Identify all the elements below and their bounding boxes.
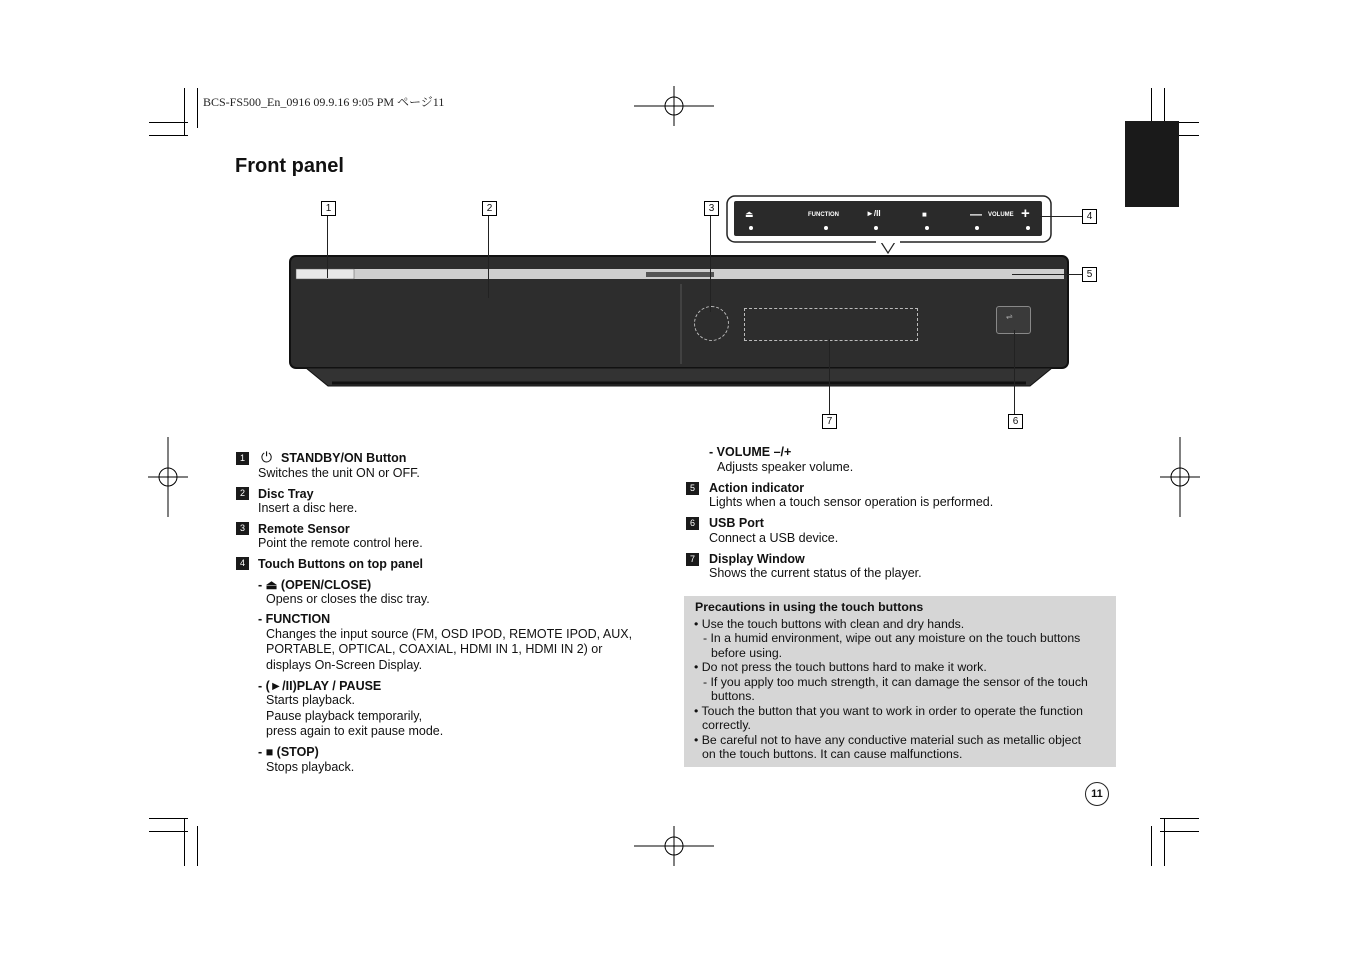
sub-desc: Opens or closes the disc tray. xyxy=(266,592,430,606)
callout-4: 4 xyxy=(1082,209,1097,224)
item-number: 2 xyxy=(236,487,249,500)
display-window xyxy=(744,308,918,341)
function-touch-label[interactable]: FUNCTION xyxy=(808,212,839,218)
item-desc: Point the remote control here. xyxy=(258,536,423,550)
sub-title: - ⏏ (OPEN/CLOSE) xyxy=(258,578,372,592)
stop-icon[interactable]: ■ xyxy=(922,210,927,219)
volume-minus-icon[interactable]: — xyxy=(970,207,982,221)
sub-desc: Stops playback. xyxy=(266,760,355,774)
precaution-line: • Do not press the touch buttons hard to make it work. xyxy=(694,660,987,674)
page-number: 11 xyxy=(1085,782,1109,806)
registration-mark-bottom xyxy=(634,826,714,866)
item-title: STANDBY/ON Button xyxy=(281,451,407,465)
section-tab xyxy=(1125,121,1179,207)
precaution-line: buttons. xyxy=(711,689,755,703)
precaution-line: before using. xyxy=(711,646,783,660)
precaution-line: correctly. xyxy=(702,718,751,732)
eject-icon[interactable]: ⏏ xyxy=(745,209,754,219)
volume-touch-label: VOLUME xyxy=(988,212,1014,218)
sub-desc: Pause playback temporarily, xyxy=(266,709,423,723)
player-body xyxy=(288,254,1070,390)
precaution-line: • Touch the button that you want to work in order to operate the function xyxy=(694,704,1083,718)
item-title: Action indicator xyxy=(709,481,805,495)
precautions-title: Precautions in using the touch buttons xyxy=(695,600,924,614)
item-number: 7 xyxy=(686,553,699,566)
item-number: 1 xyxy=(236,452,249,465)
item-title: Remote Sensor xyxy=(258,522,350,536)
sub-title: - VOLUME –/+ xyxy=(709,445,792,459)
play-pause-icon[interactable]: ►/II xyxy=(866,209,881,218)
precaution-line: • Use the touch buttons with clean and dry hands. xyxy=(694,617,965,631)
sub-desc: Starts playback. xyxy=(266,693,355,707)
print-header: BCS-FS500_En_0916 09.9.16 9:05 PM ページ11 xyxy=(203,95,445,109)
registration-mark-top xyxy=(634,86,714,126)
item-title: Disc Tray xyxy=(258,487,314,501)
callout-1: 1 xyxy=(321,201,336,216)
touch-panel-illustration xyxy=(726,195,1054,257)
sub-desc: Adjusts speaker volume. xyxy=(717,460,854,474)
sub-title: - (►/II)PLAY / PAUSE xyxy=(258,679,382,693)
precautions-box xyxy=(684,596,1116,767)
precaution-line: • Be careful not to have any conductive material such as metallic object xyxy=(694,733,1082,747)
registration-mark-left xyxy=(148,437,188,517)
page-title: Front panel xyxy=(235,155,344,177)
item-number: 3 xyxy=(236,522,249,535)
usb-icon: ⇌ xyxy=(1006,312,1013,321)
remote-sensor-window xyxy=(694,306,729,341)
sub-desc: press again to exit pause mode. xyxy=(266,724,444,738)
sub-title: - FUNCTION xyxy=(258,612,331,626)
sub-desc: PORTABLE, OPTICAL, COAXIAL, HDMI IN 1, HDMI IN 2) or xyxy=(266,642,603,656)
callout-2: 2 xyxy=(482,201,497,216)
item-desc: Switches the unit ON or OFF. xyxy=(258,466,420,480)
item-number: 4 xyxy=(236,557,249,570)
precaution-line: on the touch buttons. It can cause malfunctions. xyxy=(702,747,963,761)
power-icon: ⏻ xyxy=(261,449,273,465)
registration-mark-right xyxy=(1160,437,1200,517)
item-title: Display Window xyxy=(709,552,805,566)
callout-3: 3 xyxy=(704,201,719,216)
sub-title: - ■ (STOP) xyxy=(258,745,319,759)
precaution-line: - In a humid environment, wipe out any moisture on the touch buttons xyxy=(703,631,1081,645)
callout-5: 5 xyxy=(1082,267,1097,282)
item-number: 6 xyxy=(686,517,699,530)
item-title: USB Port xyxy=(709,516,764,530)
item-desc: Connect a USB device. xyxy=(709,531,839,545)
item-desc: Lights when a touch sensor operation is performed. xyxy=(709,495,994,509)
precaution-line: - If you apply too much strength, it can damage the sensor of the touch xyxy=(703,675,1088,689)
item-number: 5 xyxy=(686,482,699,495)
callout-6: 6 xyxy=(1008,414,1023,429)
sub-desc: displays On-Screen Display. xyxy=(266,658,423,672)
item-title: Touch Buttons on top panel xyxy=(258,557,424,571)
item-desc: Insert a disc here. xyxy=(258,501,358,515)
volume-plus-icon[interactable]: + xyxy=(1021,205,1030,222)
item-desc: Shows the current status of the player. xyxy=(709,566,922,580)
callout-7: 7 xyxy=(822,414,837,429)
sub-desc: Changes the input source (FM, OSD IPOD, REMOTE IPOD, AUX, xyxy=(266,627,633,641)
